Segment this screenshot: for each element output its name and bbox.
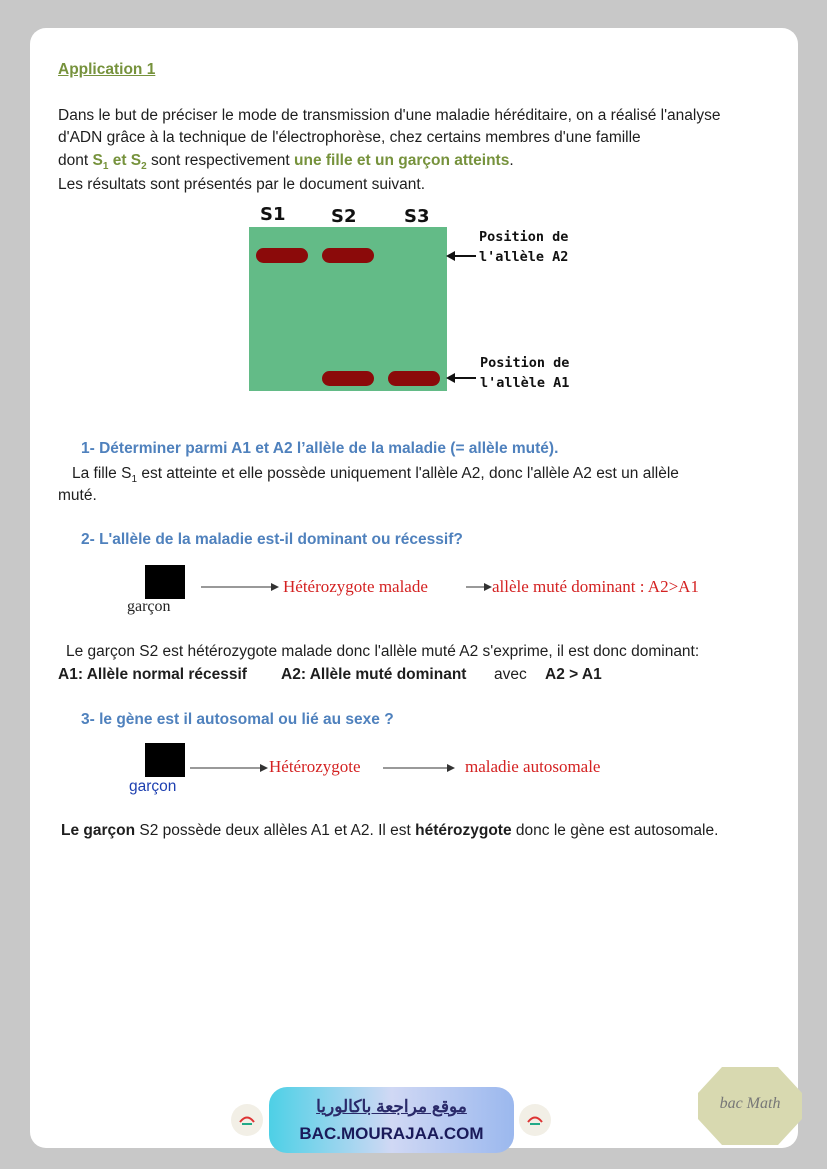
q3-step-2: maladie autosomale [465, 757, 601, 776]
avec-text: avec [494, 666, 527, 683]
question-3: 3- le gène est il autosomal ou lié au sexe ? [81, 711, 394, 728]
band-s3-a1 [388, 371, 440, 386]
intro-line-1: Dans le but de préciser le mode de transmission d'une maladie héréditaire, on a réalisé l'analyse [58, 107, 721, 124]
band-s2-a2 [322, 248, 374, 263]
boy-square [145, 565, 185, 599]
answer-1-line-2: muté. [58, 487, 97, 504]
band-s2-a1 [322, 371, 374, 386]
intro-line-4: Les résultats sont présentés par le document suivant. [58, 176, 426, 193]
q3-step-1: Hétérozygote [269, 757, 361, 776]
answer-3: Le garçon S2 possède deux allèles A1 et A2. Il est hétérozygote donc le gène est autosomale. [61, 822, 719, 839]
answer-2-line-1: Le garçon S2 est hétérozygote malade donc l'allèle muté A2 s'exprime, il est donc dominant: [66, 643, 700, 660]
page-title: Application 1 [58, 61, 156, 78]
q2-step-1: Hétérozygote malade [283, 577, 428, 596]
boy-label: garçon [129, 778, 177, 795]
answer-1-line-1: La fille $S_1$ est atteinte et elle possède uniquement l'allèle A2, donc l'allèle A2 est un allèle [72, 465, 679, 486]
electrophoresis-gel [249, 227, 447, 391]
question-1: 1- Déterminer parmi A1 et A2 l’allèle de la maladie (= allèle muté). [81, 440, 559, 457]
arrow-left-icon [446, 248, 476, 264]
band-s1-a2 [256, 248, 308, 263]
intro-text: sont respectivement [146, 152, 295, 169]
arabic-site-name: موقع مراجعة باكالوريا [316, 1097, 467, 1116]
site-banner[interactable] [269, 1087, 514, 1153]
intro-text: dont [58, 152, 93, 169]
highlight-text: une fille et un garçon atteints [294, 152, 510, 169]
boy-square [145, 743, 185, 777]
arrow-left-icon [446, 370, 476, 386]
q2-step-2: allèle muté dominant : A2>A1 [492, 577, 699, 596]
arrow-right-icon [383, 763, 455, 773]
logo-icon [519, 1104, 551, 1136]
logo-icon [231, 1104, 263, 1136]
site-url[interactable]: BAC.MOURAJAA.COM [299, 1124, 484, 1143]
lane-label-s1: S1 [260, 204, 286, 225]
arrow-right-icon [190, 763, 268, 773]
s1-label: $S_1$ et $S_2$ [92, 152, 147, 173]
label-allele-a2: Position de l'allèle A2 [479, 229, 569, 265]
lane-label-s2: S2 [331, 206, 357, 227]
intro-line-3: dont $S_1$ et $S_2$ sont respectivement une fille et un garçon atteints. [58, 152, 514, 173]
lane-label-s3: S3 [404, 206, 430, 227]
arrow-right-icon [466, 582, 492, 592]
allele-a1-status: A1: Allèle normal récessif [58, 666, 247, 683]
dominance-relation: A2 > A1 [545, 666, 602, 683]
bac-math-badge: bac Math [698, 1067, 802, 1145]
arrow-right-icon [201, 582, 279, 592]
question-2: 2- L'allèle de la maladie est-il dominant ou récessif? [81, 531, 463, 548]
boy-label: garçon [127, 598, 171, 615]
intro-line-2: d'ADN grâce à la technique de l'électrophorèse, chez certains membres d'une famille [58, 129, 641, 146]
label-allele-a1: Position de l'allèle A1 [480, 355, 570, 391]
allele-a2-status: A2: Allèle muté dominant [281, 666, 467, 683]
